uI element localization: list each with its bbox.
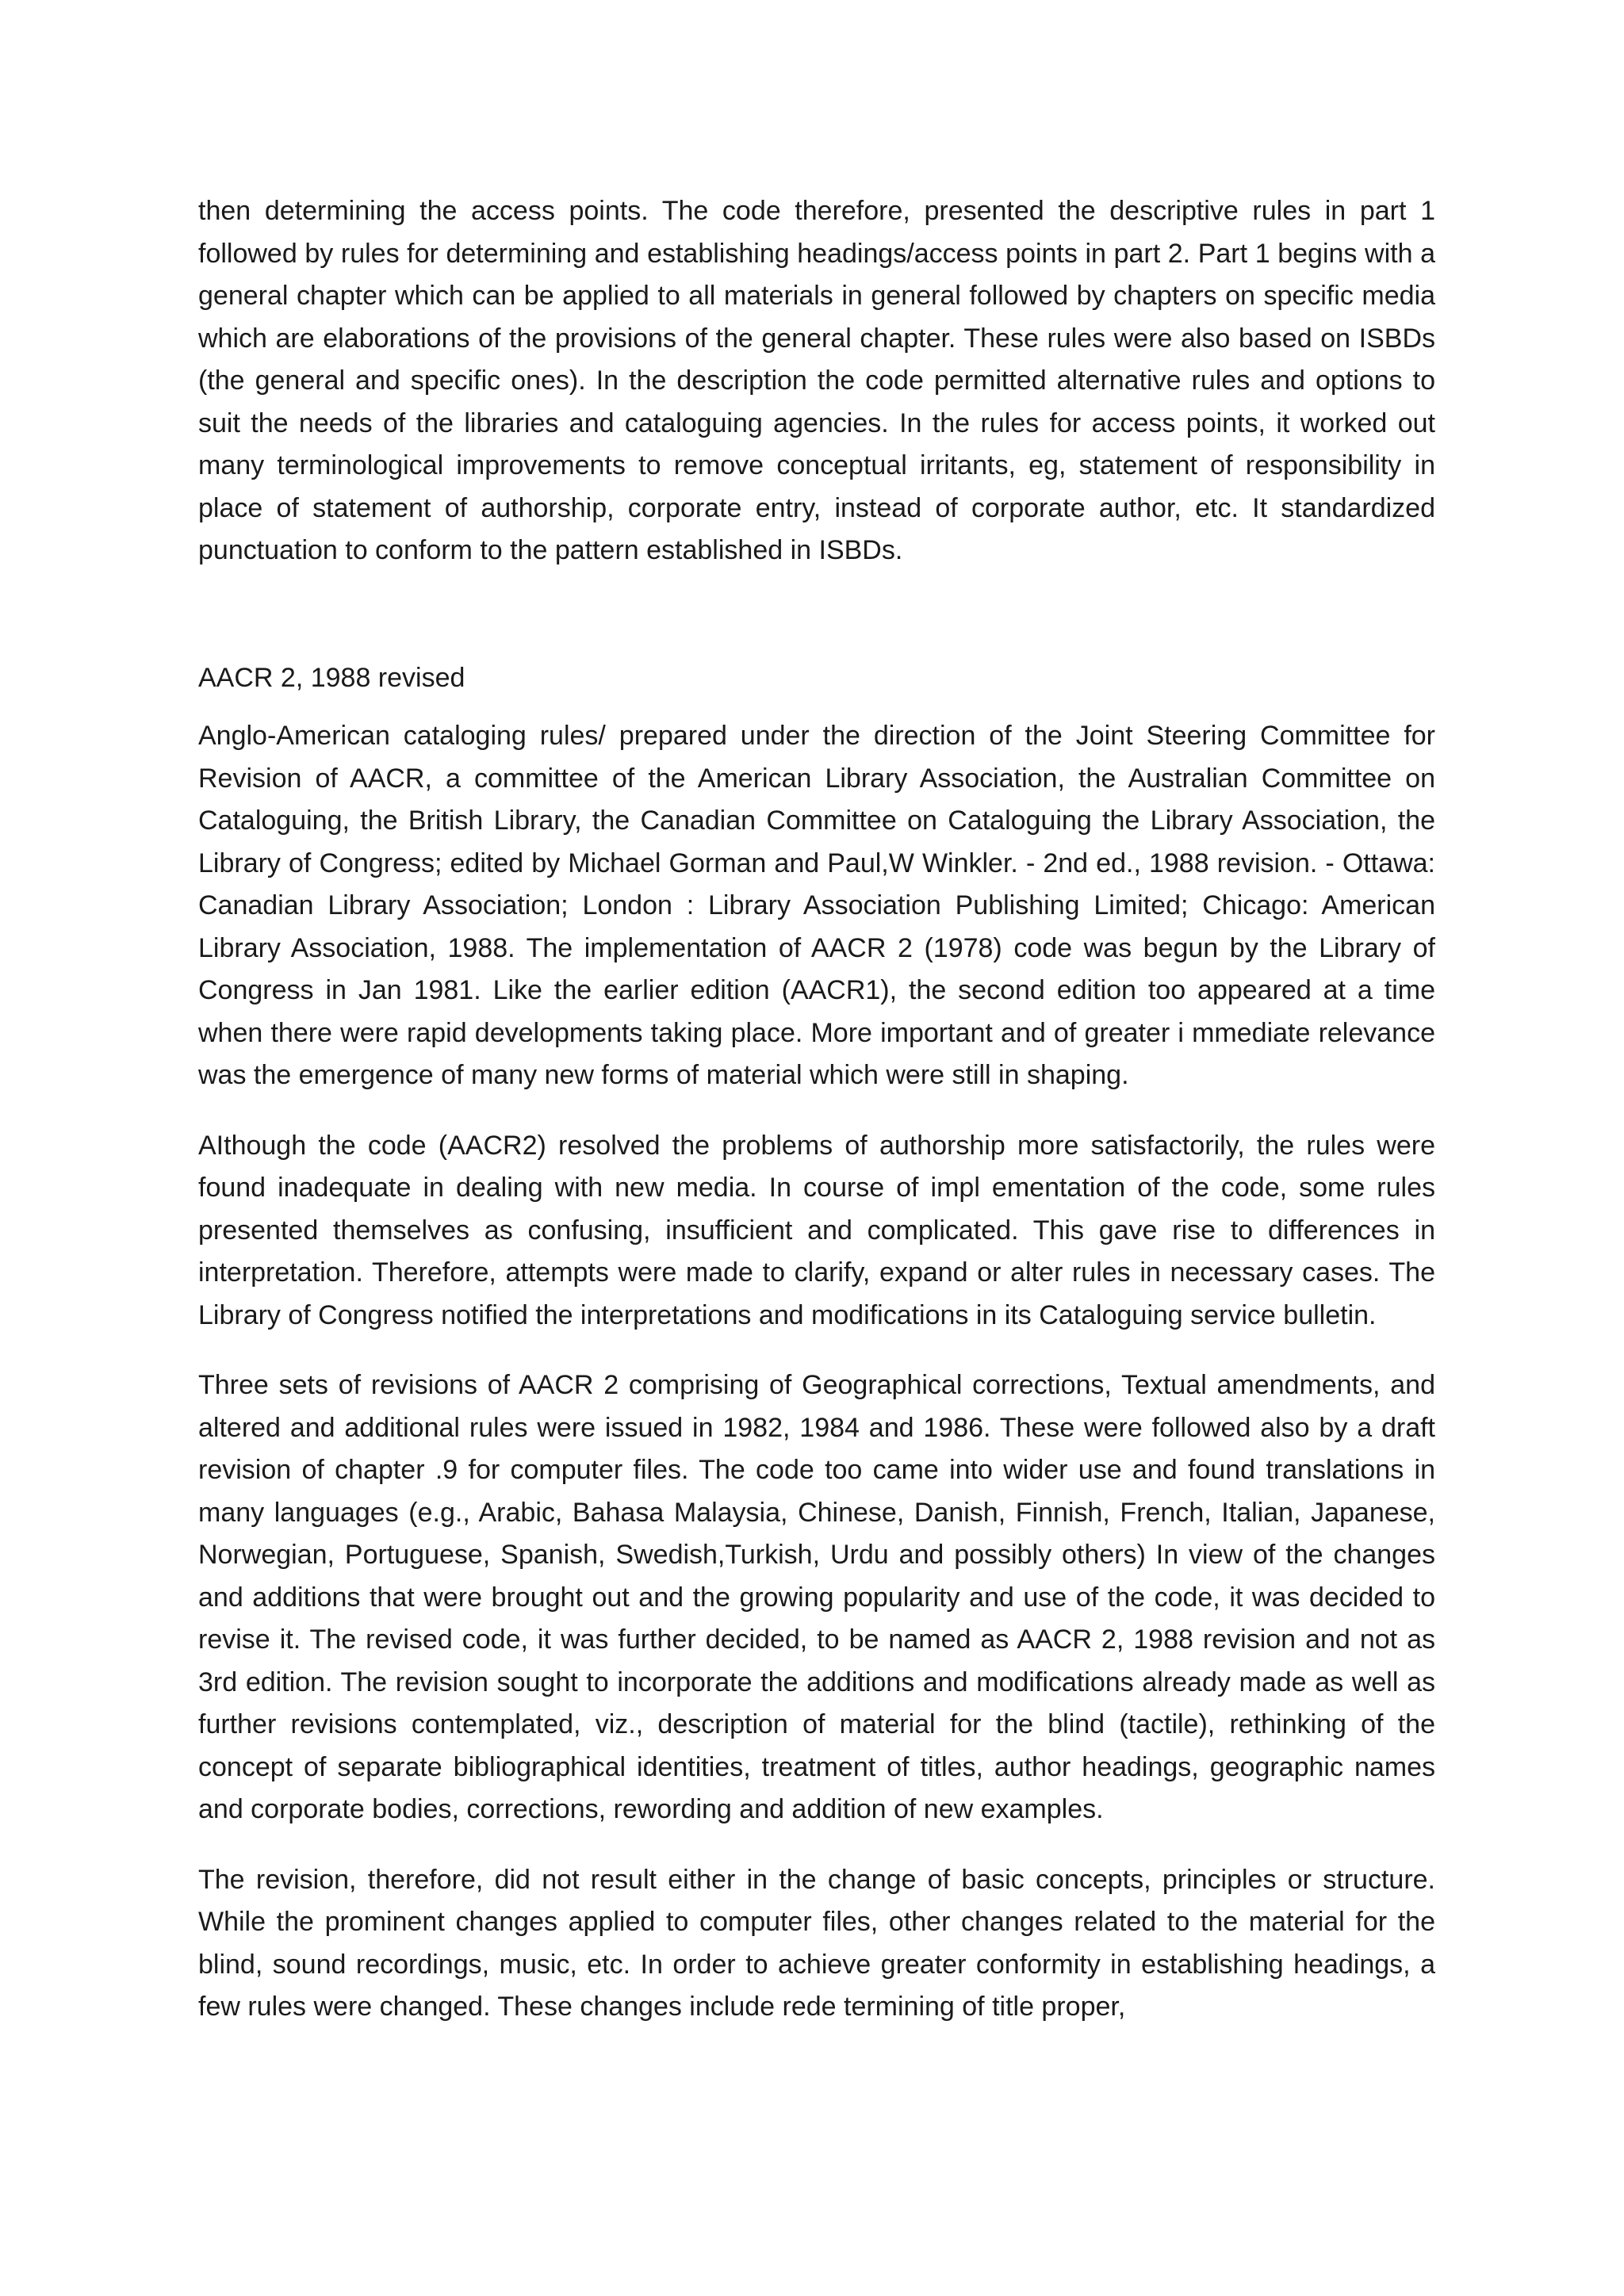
intro-paragraph: then determining the access points. The code therefore, presented the descriptive rules in part 1 followed by rules for determining and establishing headings/access points in part 2. Part 1 begins with a general chapter which can be applied to all materials in general followed by chapters on specific media which are elaborations of the provisions of the general chapter. These rules were also based on ISBDs (the general and specific ones). In the description the code permitted alternative rules and options to suit the needs of the libraries and cataloguing agencies. In the rules for access points, it worked out many terminological improvements to remove conceptual irritants, eg, statement of responsibility in place of statement of authorship, corporate entry, instead of corporate author, etc. It standardized punctuation to conform to the pattern established in ISBDs. (198, 196, 1435, 565)
paragraph-aacr2-problems: AIthough the code (AACR2) resolved the problems of authorship more satisfactorily, the rules were found inadequate in dealing with new media. In course of impl ementation of the code, some rules presented themselves as confusing, insufficient and complicated. This gave rise to differences in interpretation. Therefore, attempts were made to clarify, expand or alter rules in necessary cases. The Library of Congress notified the interpretations and modifications in its Cataloguing service bulletin. (198, 1130, 1435, 1330)
document-body (198, 190, 1435, 2029)
paragraph-revisions: Three sets of revisions of AACR 2 comprising of Geographical corrections, Textual amendments, and altered and additional rules were issued in 1982, 1984 and 1986. These were followed also by a draft revision of chapter .9 for computer files. The code too came into wider use and found translations in many languages (e.g., Arabic, Bahasa Malaysia, Chinese, Danish, Finnish, French, Italian, Japanese, Norwegian, Portuguese, Spanish, Swedish,Turkish, Urdu and possibly others) In view of the changes and additions that were brought out and the growing popularity and use of the code, it was decided to revise it. The revised code, it was further decided, to be named as AACR 2, 1988 revision and not as 3rd edition. The revision sought to incorporate the additions and modifications already made as well as further revisions contemplated, viz., description of material for the blind (tactile), rethinking of the concept of separate bibliographical identities, treatment of titles, author headings, geographic names and corporate bodies, corrections, rewording and addition of new examples. (198, 1370, 1435, 1824)
section-heading: AACR 2, 1988 revised (198, 662, 465, 693)
paragraph-revision-outcome: The revision, therefore, did not result either in the change of basic concepts, principles or structure. While the prominent changes applied to computer files, other changes related to the material for the blind, sound recordings, music, etc. In order to achieve greater conformity in establishing headings, a few rules were changed. These changes include rede termining of title proper, (198, 1864, 1435, 2022)
paragraph-anglo-american-rules: Anglo-American cataloging rules/ prepared under the direction of the Joint Steering Committee for Revision of AACR, a committee of the American Library Association, the Australian Committee on Cataloguing, the British Library, the Canadian Committee on Cataloguing the Library Association, the Library of Congress; edited by Michael Gorman and Paul,W Winkler. - 2nd ed., 1988 revision. - Ottawa: Canadian Library Association; London : Library Association Publishing Limited; Chicago: American Library Association, 1988. The implementation of AACR 2 (1978) code was begun by the Library of Congress in Jan 1981. Like the earlier edition (AACR1), the second edition too appeared at a time when there were rapid developments taking place. More important and of greater i mmediate relevance was the emergence of many new forms of material which were still in shaping. (198, 721, 1435, 1090)
